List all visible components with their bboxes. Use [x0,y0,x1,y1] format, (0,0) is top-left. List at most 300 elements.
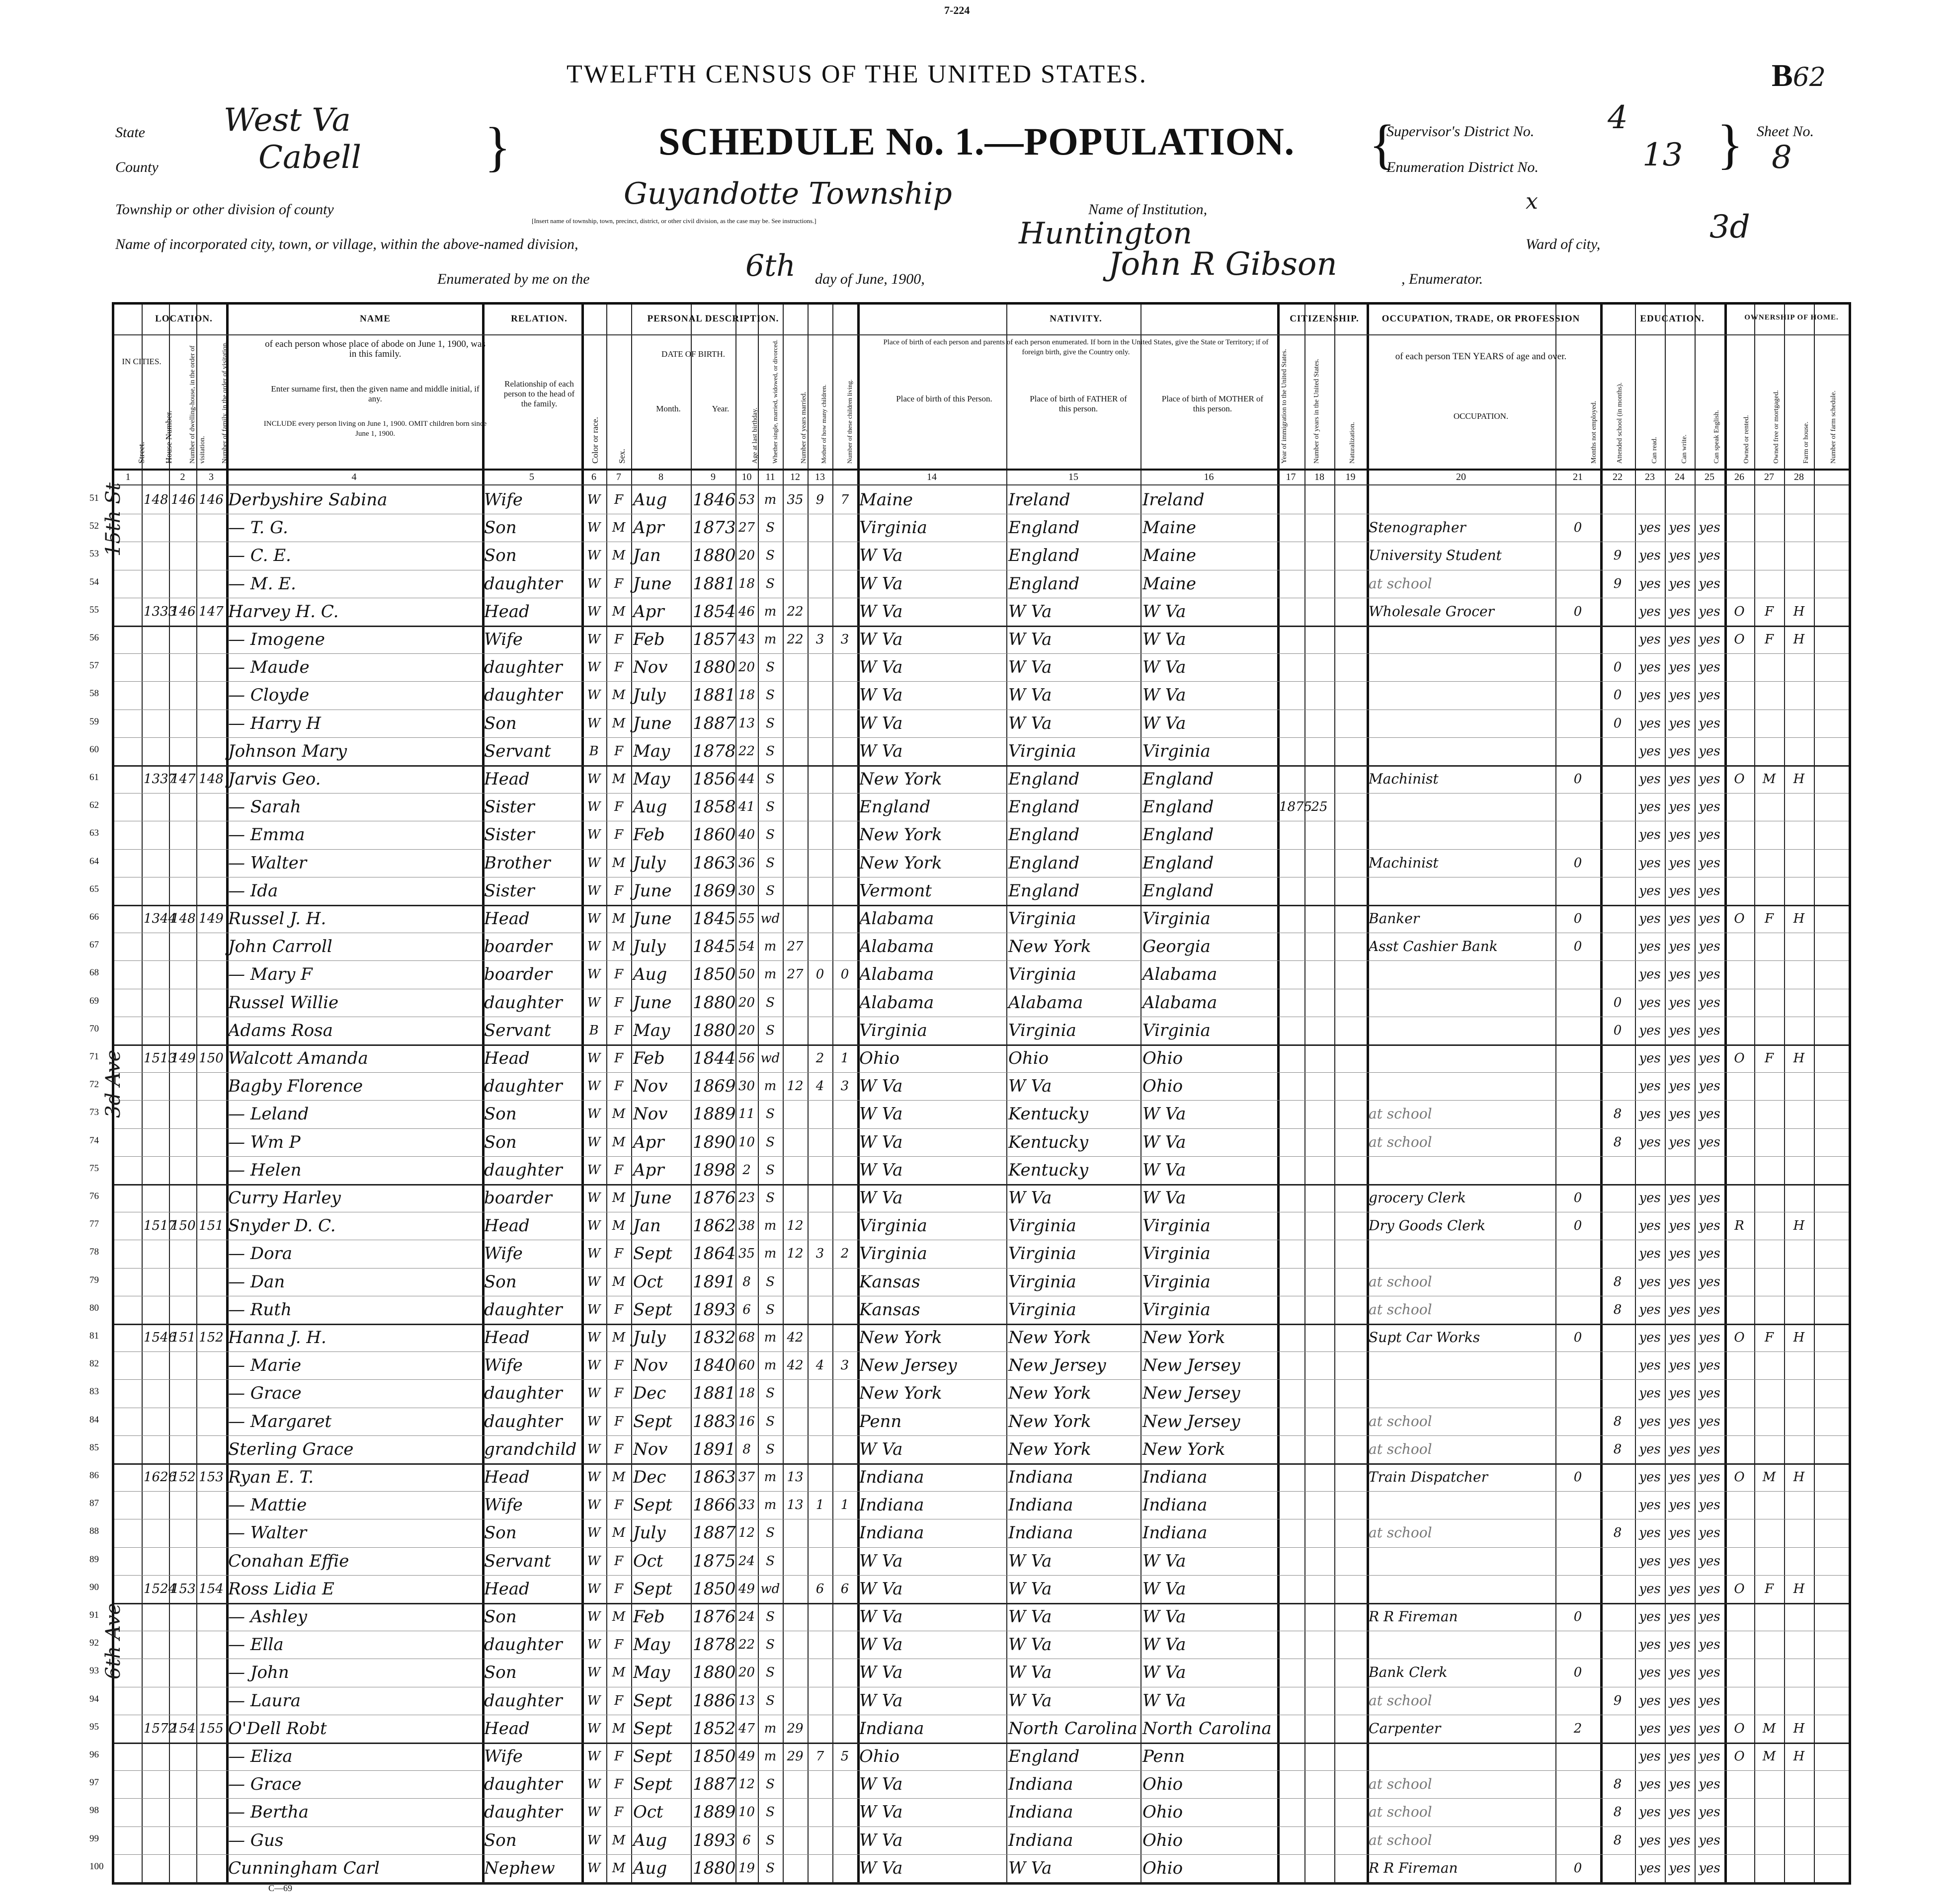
cell-farm: H [1793,1581,1805,1596]
cell-month: Sept [633,1495,672,1515]
cell-year: 1854 [693,601,736,622]
table-row [89,1072,1849,1101]
cell-sch: 9 [1613,1693,1622,1708]
cell-mother-pob: W Va [1142,1104,1186,1124]
cell-month: Aug [633,490,667,510]
cell-occ: Wholesale Grocer [1369,603,1494,620]
cell-marital: S [766,883,775,898]
cell-write: yes [1669,1079,1691,1094]
cell-age: 22 [738,743,755,759]
cell-relation: Son [484,518,517,538]
row-number: 97 [89,1777,99,1788]
cell-age: 54 [738,939,755,954]
cell-read: yes [1639,1246,1661,1262]
cell-speak: yes [1699,772,1720,787]
cell-marital: m [764,1218,777,1234]
cell-mother: 4 [815,1079,824,1094]
cell-marital: S [766,1805,775,1820]
cell-mother-pob: W Va [1142,1551,1186,1571]
cell-house: 1626 [144,1470,177,1485]
table-row [89,765,1849,793]
cell-mne: 0 [1573,1609,1582,1624]
cell-sex: F [614,799,624,815]
cell-color: W [587,1805,601,1820]
cell-year: 1864 [693,1244,736,1264]
cell-mother-pob: Ohio [1142,1858,1183,1878]
cell-year: 1887 [693,713,736,733]
row-number: 51 [89,493,99,503]
cell-year: 1832 [693,1328,736,1348]
column-number-rule [114,484,1849,485]
cell-pob: W Va [859,1830,903,1850]
cell-mother-pob: Ohio [1142,1076,1183,1097]
cell-read: yes [1639,1302,1661,1317]
cell-mother-pob: W Va [1142,601,1186,622]
cell-mother-pob: W Va [1142,1188,1186,1208]
cell-pob: Alabama [859,964,934,985]
cell-farm: H [1793,1330,1805,1345]
cell-age: 41 [738,799,755,815]
table-row [89,933,1849,961]
cell-pob: Penn [859,1411,902,1431]
cell-mother-pob: Indiana [1142,1523,1208,1543]
table-row [89,1547,1849,1576]
cell-living: 6 [840,1581,849,1596]
supervisor-value: 4 [1608,99,1628,136]
cell-name: Cunningham Carl [228,1858,380,1878]
cell-sex: F [614,1162,624,1178]
cell-write: yes [1669,799,1691,815]
row-number: 59 [89,716,99,727]
cell-name: — Walter [228,853,307,873]
cell-color: W [587,911,601,926]
cell-sex: M [612,1609,626,1624]
cell-color: W [587,1470,601,1485]
cell-age: 49 [738,1749,755,1764]
cell-speak: yes [1699,967,1720,982]
cell-relation: daughter [484,1802,563,1823]
cell-color: W [587,688,601,703]
subhead-dwelling: Number of dwelling-house, in the order of visitation. [189,345,206,464]
cell-relation: boarder [484,937,552,957]
cell-farm: H [1793,1470,1805,1485]
cell-mother: 2 [815,1051,824,1066]
cell-ym: 35 [787,492,804,507]
cell-age: 2 [742,1162,751,1178]
cell-sex: F [614,632,624,647]
cell-mother: 7 [815,1749,824,1764]
cell-age: 18 [738,1386,755,1401]
cell-marital: m [764,604,777,619]
cell-name: Russel Willie [228,992,339,1013]
cell-mne: 0 [1573,604,1582,619]
population-schedule-table [89,302,1851,1885]
cell-living: 3 [840,1358,849,1373]
cell-year: 1881 [693,685,736,706]
cell-relation: boarder [484,1188,552,1208]
cell-relation: daughter [484,1411,563,1431]
cell-ym: 42 [787,1358,804,1373]
cell-own: O [1734,1721,1745,1736]
cell-age: 6 [742,1302,751,1317]
table-row [89,849,1849,877]
table-row [89,1379,1849,1408]
cell-ym: 27 [787,967,804,982]
cell-sch: 0 [1613,995,1622,1010]
cell-sex: F [614,995,624,1010]
table-row [89,1351,1849,1380]
cell-write: yes [1669,1805,1691,1820]
cell-free: F [1764,632,1774,647]
cell-marital: S [766,772,775,787]
cell-occ: University Student [1369,547,1502,564]
cell-read: yes [1639,1358,1661,1373]
cell-mother-pob: Virginia [1142,1299,1211,1320]
cell-mother-pob: New Jersey [1142,1355,1240,1376]
group-relation: RELATION. [511,314,568,324]
cell-marital: m [764,1330,777,1345]
cell-read: yes [1639,1637,1661,1653]
cell-mother-pob: New York [1142,1328,1225,1348]
cell-pob: W Va [859,685,903,706]
cell-write: yes [1669,1051,1691,1066]
row-number: 74 [89,1135,99,1146]
cell-color: W [587,548,601,563]
cell-speak: yes [1699,1274,1720,1289]
cell-speak: yes [1699,827,1720,843]
cell-farm: H [1793,1051,1805,1066]
cell-read: yes [1639,576,1661,591]
cell-write: yes [1669,911,1691,926]
cell-speak: yes [1699,1330,1720,1345]
cell-pob: W Va [859,1635,903,1655]
cell-marital: S [766,1023,775,1038]
cell-marital: S [766,1162,775,1178]
cell-sch: 8 [1613,1134,1622,1150]
cell-write: yes [1669,743,1691,759]
subhead-occ-desc: of each person TEN YEARS of age and over. [1395,351,1567,362]
cell-father: W Va [1008,630,1052,649]
cell-write: yes [1669,1023,1691,1038]
group-occupation: OCCUPATION, TRADE, OR PROFESSION [1382,314,1580,324]
subhead-pob-father: Place of birth of FATHER of this person. [1030,394,1127,413]
cell-sch: 0 [1613,660,1622,675]
cell-read: yes [1639,1414,1661,1429]
cell-year: 1858 [693,797,736,817]
cell-name: — Maude [228,657,310,678]
cell-relation: Servant [484,1020,551,1040]
cell-read: yes [1639,1051,1661,1066]
cell-name: — Emma [228,825,305,845]
cell-read: yes [1639,1721,1661,1736]
cell-mother-pob: W Va [1142,1690,1186,1711]
cell-pob: New York [859,1328,942,1348]
cell-name: Russel J. H. [228,909,326,929]
cell-own: O [1734,1051,1745,1066]
cell-sex: F [614,1051,624,1066]
cell-father: England [1008,1746,1080,1766]
cell-pob: W Va [859,1774,903,1795]
county-value: Cabell [258,139,361,176]
form-code: 7-224 [944,4,970,16]
ward-label: Ward of city, [1526,236,1601,252]
cell-name: Harvey H. C. [228,601,339,622]
cell-marital: S [766,520,775,536]
cell-year: 1880 [693,657,736,678]
cell-age: 30 [738,883,755,898]
cell-farm: H [1793,1749,1805,1764]
cell-father: England [1008,825,1080,845]
cell-month: July [633,1328,666,1348]
cell-speak: yes [1699,1693,1720,1708]
cell-relation: boarder [484,964,552,985]
row-number: 68 [89,967,99,978]
row-number: 89 [89,1554,99,1565]
row-number: 87 [89,1498,99,1509]
cell-year: 1889 [693,1104,736,1124]
cell-relation: Son [484,1104,517,1124]
cell-write: yes [1669,1693,1691,1708]
subhead-can-read: Can read. [1651,437,1658,464]
cell-color: W [587,939,601,954]
cell-sex: F [614,1777,624,1792]
cell-house: 1546 [144,1330,177,1345]
cell-pob: Alabama [859,937,934,957]
row-number: 79 [89,1274,99,1285]
cell-pob: W Va [859,1188,903,1208]
cell-year: 1845 [693,937,736,957]
cell-sch: 8 [1613,1525,1622,1541]
cell-father: New Jersey [1008,1355,1106,1376]
cell-sex: M [612,772,626,787]
cell-pob: Maine [859,490,913,510]
cell-color: W [587,1665,601,1680]
cell-year: 1886 [693,1690,736,1711]
cell-speak: yes [1699,1832,1720,1848]
cell-speak: yes [1699,1581,1720,1596]
cell-mother-pob: New York [1142,1439,1225,1459]
cell-relation: Head [484,601,530,622]
cell-pob: W Va [859,546,903,566]
cell-pob: W Va [859,1551,903,1571]
township-value: Guyandotte Township [624,176,952,211]
row-number: 80 [89,1302,99,1313]
cell-occ: at school [1369,1776,1432,1793]
cell-ym: 13 [787,1470,804,1485]
row-number: 86 [89,1470,99,1481]
cell-pob: New York [859,853,942,873]
sheet-letter-text: B [1772,58,1793,93]
cell-color: W [587,1581,601,1596]
cell-sex: F [614,1246,624,1262]
cell-age: 8 [742,1441,751,1457]
footer-code: C—69 [268,1883,293,1893]
cell-name: Adams Rosa [228,1020,333,1040]
cell-write: yes [1669,1665,1691,1680]
cell-marital: S [766,1441,775,1457]
subhead-name-note: Enter surname first, then the given name and middle initial, if any. [271,384,480,403]
subhead-marital: Whether single, married, widowed, or divorced. [771,339,779,464]
cell-year: 1880 [693,1858,736,1878]
table-row [89,793,1849,821]
cell-marital: m [764,967,777,982]
cell-speak: yes [1699,1386,1720,1401]
cell-pob: Ohio [859,1746,900,1766]
cell-name: Johnson Mary [228,741,347,761]
cell-age: 24 [738,1609,755,1624]
cell-age: 12 [738,1525,755,1541]
cell-age: 12 [738,1777,755,1792]
cell-ym: 22 [787,604,804,619]
cell-occ: Machinist [1369,854,1439,871]
cell-pob: New Jersey [859,1355,957,1376]
cell-father: England [1008,880,1080,901]
cell-pob: W Va [859,1663,903,1683]
cell-pob: W Va [859,1160,903,1180]
cell-pob: Virginia [859,518,927,538]
cell-sex: M [612,1721,626,1736]
cell-occ: Bank Clerk [1369,1664,1448,1681]
enumerated-mid: day of June, 1900, [815,271,925,287]
cell-relation: Wife [484,630,523,649]
cell-name: — Leland [228,1104,309,1124]
cell-write: yes [1669,967,1691,982]
subhead-can-write: Can write. [1681,434,1688,464]
cell-age: 11 [738,1107,755,1122]
cell-father: W Va [1008,1579,1052,1599]
cell-father: W Va [1008,1635,1052,1655]
cell-month: Apr [633,1132,664,1152]
subhead-farm-house: Farm or house. [1802,421,1810,464]
row-number: 91 [89,1610,99,1620]
cell-speak: yes [1699,660,1720,675]
row-number: 98 [89,1805,99,1816]
cell-relation: Son [484,546,517,566]
subhead-pob-mother: Place of birth of MOTHER of this person. [1161,394,1264,413]
cell-mne: 0 [1573,772,1582,787]
cell-pob: Alabama [859,992,934,1013]
cell-month: Feb [633,1607,665,1627]
cell-mother-pob: Maine [1142,573,1196,594]
cell-sex: F [614,1441,624,1457]
cell-own: O [1734,911,1745,926]
cell-name: — Gus [228,1830,284,1850]
cell-sex: M [612,1665,626,1680]
cell-living: 1 [840,1498,849,1513]
cell-pob: Kansas [859,1271,920,1292]
cell-family: 152 [199,1330,224,1345]
cell-dwelling: 146 [171,492,196,507]
cell-pob: W Va [859,1690,903,1711]
cell-month: Aug [633,1858,667,1878]
cell-sex: F [614,1553,624,1569]
enumerated-prefix: Enumerated by me on the [437,271,590,287]
cell-year: 1880 [693,546,736,566]
cell-relation: daughter [484,1774,563,1795]
cell-father: Kentucky [1008,1160,1088,1180]
cell-father: Virginia [1008,1299,1076,1320]
cell-mne: 0 [1573,520,1582,536]
cell-mne: 0 [1573,1470,1582,1485]
table-row [89,1491,1849,1519]
cell-occ: Train Dispatcher [1369,1469,1488,1485]
cell-occ: at school [1369,575,1432,592]
cell-father: Virginia [1008,1244,1076,1264]
cell-pob: W Va [859,1439,903,1459]
cell-write: yes [1669,548,1691,563]
row-number: 100 [89,1861,104,1872]
row-number: 66 [89,912,99,922]
cell-month: May [633,1635,670,1655]
state-value: West Va [224,102,351,139]
cell-year: 1891 [693,1439,736,1459]
subhead-years-us: Number of years in the United States. [1313,358,1320,464]
cell-age: 49 [738,1581,755,1596]
cell-sex: F [614,1302,624,1317]
cell-year: 1852 [693,1718,736,1739]
subhead-farm-schedule: Number of farm schedule. [1830,391,1837,464]
cell-write: yes [1669,1274,1691,1289]
cell-color: W [587,1218,601,1234]
cell-write: yes [1669,827,1691,843]
margin-note-street-1: 15th St [102,482,125,556]
cell-sex: F [614,1414,624,1429]
cell-month: June [633,573,672,594]
row-number: 70 [89,1023,99,1034]
table-row [89,1603,1849,1631]
cell-relation: Wife [484,1355,523,1376]
cell-year: 1873 [693,518,736,538]
cell-pob: Indiana [859,1467,924,1487]
cell-name: — Ruth [228,1299,292,1320]
cell-father: W Va [1008,1188,1052,1208]
column-number: 17 [1286,472,1296,482]
cell-sex: F [614,1498,624,1513]
cell-age: 60 [738,1358,755,1373]
subhead-living: Number of these children living. [846,379,853,464]
column-number: 10 [741,472,752,482]
cell-write: yes [1669,995,1691,1010]
cell-father: Virginia [1008,1271,1076,1292]
cell-pob: W Va [859,630,903,649]
subhead-months-not-employed: Months not employed. [1590,400,1598,464]
margin-note-street-2: 3d Ave [102,1049,125,1118]
row-number: 99 [89,1833,99,1844]
cell-speak: yes [1699,855,1720,871]
cell-occ: Dry Goods Clerk [1369,1217,1486,1234]
cell-month: Apr [633,1160,664,1180]
cell-marital: S [766,688,775,703]
cell-month: Sept [633,1299,672,1320]
cell-pob: Indiana [859,1495,924,1515]
cell-year: 1876 [693,1188,736,1208]
cell-read: yes [1639,604,1661,619]
cell-house: 1572 [144,1721,177,1736]
cell-age: 22 [738,1637,755,1653]
cell-name: Jarvis Geo. [228,769,321,789]
cell-sex: F [614,1693,624,1708]
cell-name: — Dora [228,1244,293,1264]
cell-month: Nov [633,1076,668,1097]
cell-father: Indiana [1008,1467,1073,1487]
cell-mother-pob: Maine [1142,546,1196,566]
cell-father: Indiana [1008,1830,1073,1850]
cell-mother-pob: Alabama [1142,992,1218,1013]
table-row [89,542,1849,570]
cell-read: yes [1639,1498,1661,1513]
subhead-month: Month. [656,404,681,413]
column-number: 23 [1645,472,1655,482]
